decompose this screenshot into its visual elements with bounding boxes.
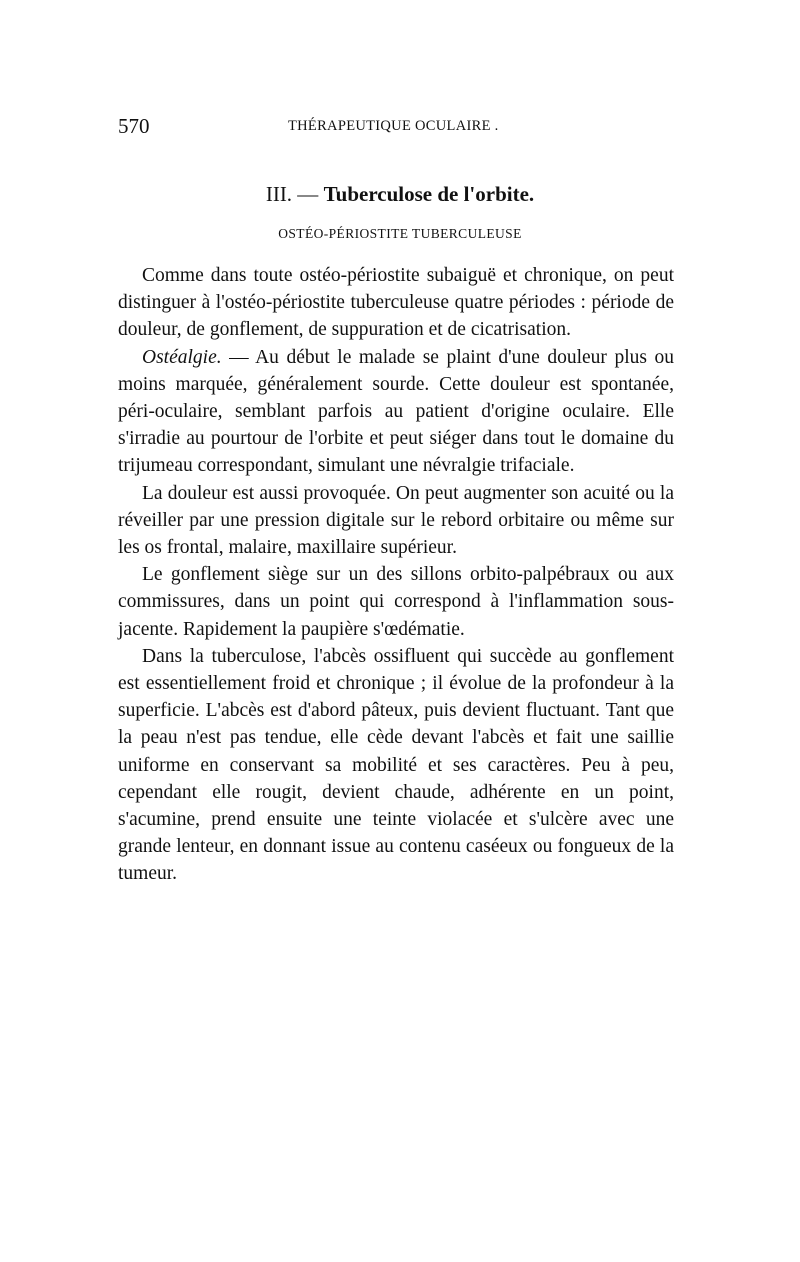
paragraph: Le gonflement siège sur un des sillons orbito-palpébraux ou aux commissures, dans un point qui correspond à l'inflammation sous-jacente. Rapidement la paupière s'œdématie. — [118, 564, 674, 640]
paragraph: Comme dans toute ostéo-périostite subaiguë et chronique, on peut distinguer à l'ostéo-périostite tuberculeuse quatre périodes : période de douleur, de gonflement, de suppuration et de cicatrisation. — [118, 265, 674, 341]
paragraph — [118, 344, 674, 480]
section-numeral: III. — — [265, 182, 319, 206]
page-header — [118, 114, 678, 138]
section-title — [0, 182, 800, 207]
page-number: 570 — [118, 114, 150, 138]
section-name: Tuberculose de l'orbite. — [323, 182, 535, 206]
paragraph: Dans la tuberculose, l'abcès ossifluent qui succède au gonflement est essentiellement froid et chronique ; il évolue de la profondeur à la superficie. L'abcès est d'abord pâteux, puis devient fluctuant. Tant que la peau n'est pas tendue, elle cède devant l'abcès et fait une saillie uniforme en conservant sa mobilité et ses caractères. Peu à peu, cependant elle rougit, devient chaude, adhérente en un point, s'acumine, prend ensuite une teinte violacée et s'ulcère avec une grande lenteur, en donnant issue au contenu caséeux ou fongueux de la tumeur. — [118, 645, 674, 885]
paragraph: La douleur est aussi provoquée. On peut augmenter son acuité ou la réveiller par une pression digitale sur le rebord orbitaire ou même sur les os frontal, malaire, maxillaire supérieur. — [118, 482, 674, 559]
body-text — [118, 262, 674, 888]
paragraph-text: — Au début le malade se plaint d'une douleur plus ou moins marquée, généralement sourde. Cette douleur est spontanée, péri-oculaire, semblant parfois au patient d'origine oculaire. Elle s'irradie au pourtour de l'orbite et peut siéger dans tout le domaine du trijumeau correspondant, simulant une névralgie trifaciale. — [118, 346, 674, 477]
paragraph-lead: Ostéalgie. — [142, 346, 222, 368]
section-subtitle: OSTÉO-PÉRIOSTITE TUBERCULEUSE — [278, 226, 522, 241]
running-head: THÉRAPEUTIQUE OCULAIRE . — [288, 118, 499, 134]
